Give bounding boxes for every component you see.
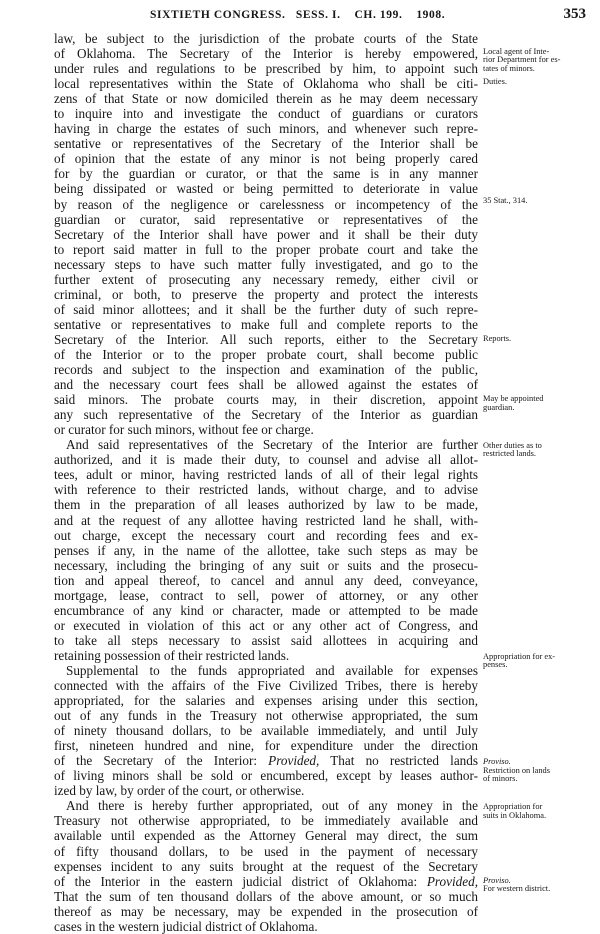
running-head: SIXTIETH CONGRESS. SESS. I. CH. 199. 1908. <box>150 9 446 21</box>
text-line: first, nineteen hundred and nine, for expenditure under the direction <box>54 738 478 754</box>
text-line: thereof as may be necessary, may be expended in the prosecution of <box>54 903 478 919</box>
text-line: of Oklahoma. The Secretary of the Interior is hereby empowered, <box>54 46 478 62</box>
text-line: criminal, or both, to preserve the property and protect the interests <box>54 286 478 302</box>
text-line: any such representative of the Secretary of the Interior as guardian <box>54 407 478 423</box>
text-line: further extent of prosecuting any necessary remedy, either civil or <box>54 271 478 287</box>
page-number: 353 <box>563 6 586 22</box>
margin-note-local-agent <box>483 48 595 74</box>
text-line: ized by law, by order of the court, or otherwise. <box>54 783 305 799</box>
text-line: of opinion that the estate of any minor is not being properly cared <box>54 151 478 167</box>
text-line: Secretary of the Interior shall have power and it shall be their duty <box>54 226 478 242</box>
text-line: of said minor allottees; and it shall be the further duty of such repre- <box>54 301 478 317</box>
text-line: out of any funds in the Treasury not otherwise appropriated, the sum <box>54 708 478 724</box>
margin-note-line: Other duties as to <box>483 440 542 450</box>
text-line: Secretary of the Interior. All such reports, either to the Secretary <box>54 331 478 347</box>
text-line: local representatives within the State of Oklahoma who shall be citi- <box>54 76 478 92</box>
margin-note-line: guardian. <box>483 402 515 412</box>
text-line: with reference to their restricted lands, without charge, and to advise <box>54 482 478 498</box>
text-line: guardian or curator, said representative or representatives of the <box>54 211 478 227</box>
margin-note-line: Appropriation for ex- <box>483 651 556 661</box>
text-line: sentative or representatives of the Secretary of the Interior shall be <box>54 136 478 152</box>
text-line: having in charge the estates of such minors, and whenever such repre- <box>54 121 478 137</box>
text-line: necessary, including the bringing of any suit or suits and the prosecu- <box>54 557 478 573</box>
margin-note-line: rior Department for es- <box>483 55 561 65</box>
margin-note-line: 35 Stat., 314. <box>483 195 528 205</box>
margin-note-line: Duties. <box>483 76 507 86</box>
margin-note-line: suits in Oklahoma. <box>483 810 547 820</box>
text-line: to inquire into and investigate the conduct of guardians or curators <box>54 106 478 122</box>
margin-note-guardian <box>483 395 595 412</box>
text-line: encumbrance of any kind or character, made or attempted to be made <box>54 602 478 618</box>
text-line: tion and appeal thereof, to cancel and annul any deed, conveyance, <box>54 572 478 588</box>
margin-note-line: Proviso. <box>483 875 511 885</box>
text-line: under rules and regulations to be prescribed by him, to appoint such <box>54 61 478 77</box>
text-line: and the necessary court fees shall be allowed against the estates of <box>54 377 478 393</box>
text-line: connected with the affairs of the Five Civilized Tribes, there is hereby <box>54 678 478 694</box>
text-line: And there is hereby further appropriated, out of any money in the <box>66 798 478 814</box>
text-line: and at the request of any allottee having restricted land he shall, with- <box>54 512 478 528</box>
margin-note-line: For western district. <box>483 884 551 894</box>
text-line: And said representatives of the Secretary of the Interior are further <box>66 437 478 453</box>
text-line: them in the preparation of all leases authorized by law to be made, <box>54 497 478 513</box>
text-line: cases in the western judicial district of Oklahoma. <box>54 918 318 934</box>
margin-note-appropriation-expenses <box>483 653 595 670</box>
paragraph <box>54 798 478 933</box>
paragraph <box>54 663 478 798</box>
margin-note-line: Local agent of Inte- <box>483 46 550 56</box>
text-line: penses if any, in the name of the allottee, take such steps as may be <box>54 542 478 558</box>
text-line: or curator for such minors, without fee or charge. <box>54 422 314 438</box>
text-line: of the Secretary of the Interior: Provided, That no restricted lands <box>54 753 478 769</box>
margin-note-reports <box>483 335 595 344</box>
text-line: said minors. The probate courts may, in their discretion, appoint <box>54 392 478 408</box>
text-line: of living minors shall be sold or encumbered, except by leases author- <box>54 768 478 784</box>
text-line: of ninety thousand dollars, to be available immediately, and until July <box>54 723 478 739</box>
text-line: or executed in violation of this act or any other act of Congress, and <box>54 617 478 633</box>
text-line: sentative or representatives to make full and complete reports to the <box>54 316 478 332</box>
margin-note-proviso-restriction <box>483 758 595 784</box>
margin-note-line: Reports. <box>483 334 512 343</box>
margin-note-proviso-western <box>483 877 595 894</box>
margin-note-line: Appropriation for <box>483 802 543 812</box>
text-line: necessary steps to have such matter fully investigated, and go to the <box>54 256 478 272</box>
margin-note-appropriation-suits <box>483 803 595 820</box>
margin-note-other-duties <box>483 442 595 459</box>
text-line: out charge, except the necessary court and recording fees and ex- <box>54 527 478 543</box>
body-text <box>54 31 478 934</box>
text-line: law, be subject to the jurisdiction of the probate courts of the State <box>54 31 478 46</box>
text-line: of the Interior in the eastern judicial district of Oklahoma: Provided, <box>54 873 478 889</box>
text-line: mortgage, lease, contract to sell, power of attorney, or any other <box>54 587 478 603</box>
text-line: to take all steps necessary to assist said allottees in acquiring and <box>54 632 478 648</box>
margin-note-line: May be appointed <box>483 394 544 404</box>
margin-note-line: of minors. <box>483 774 518 784</box>
text-line: being dissipated or wasted or being permitted to deteriorate in value <box>54 181 478 197</box>
text-line: tees, adult or minor, having restricted lands of all of their legal rights <box>54 467 478 483</box>
margin-note-line: Restriction on lands <box>483 765 550 775</box>
text-line: appropriated, for the salaries and expenses arising under this section, <box>54 693 478 709</box>
text-line: expenses incident to any suits brought at the request of the Secretary <box>54 858 478 874</box>
text-line: available until expended as the Attorney General may direct, the sum <box>54 828 478 844</box>
margin-note-line: Proviso. <box>483 756 511 766</box>
paragraph <box>54 437 478 663</box>
text-line: zens of that State or now domiciled therein as he may deem necessary <box>54 91 478 107</box>
text-line: to report said matter in full to the proper probate court and take the <box>54 241 478 257</box>
text-line: Supplemental to the funds appropriated and available for expenses <box>66 662 478 678</box>
text-line: by reason of the negligence or carelessness or incompetency of the <box>54 196 478 212</box>
text-line: Treasury not otherwise appropriated, to be immediately available and <box>54 813 478 829</box>
margin-note-statute-ref <box>483 197 595 206</box>
page-header <box>0 6 600 26</box>
margin-note-duties <box>483 78 595 87</box>
text-line: of the Interior or to the proper probate court, shall become public <box>54 346 478 362</box>
text-line: retaining possession of their restricted lands. <box>54 647 290 663</box>
text-line: That the sum of ten thousand dollars of the above amount, or so much <box>54 888 478 904</box>
margin-note-line: penses. <box>483 660 508 670</box>
margin-note-line: tates of minors. <box>483 63 535 73</box>
margin-note-line: restricted lands. <box>483 449 537 459</box>
text-line: records and subject to the inspection and examination of the public, <box>54 362 478 378</box>
text-line: for by the guardian or curator, or that the same is in any manner <box>54 166 478 182</box>
text-line: authorized, and it is made their duty, to counsel and advise all allot- <box>54 452 478 468</box>
paragraph <box>54 31 478 437</box>
text-line: of fifty thousand dollars, to be used in the payment of necessary <box>54 843 478 859</box>
